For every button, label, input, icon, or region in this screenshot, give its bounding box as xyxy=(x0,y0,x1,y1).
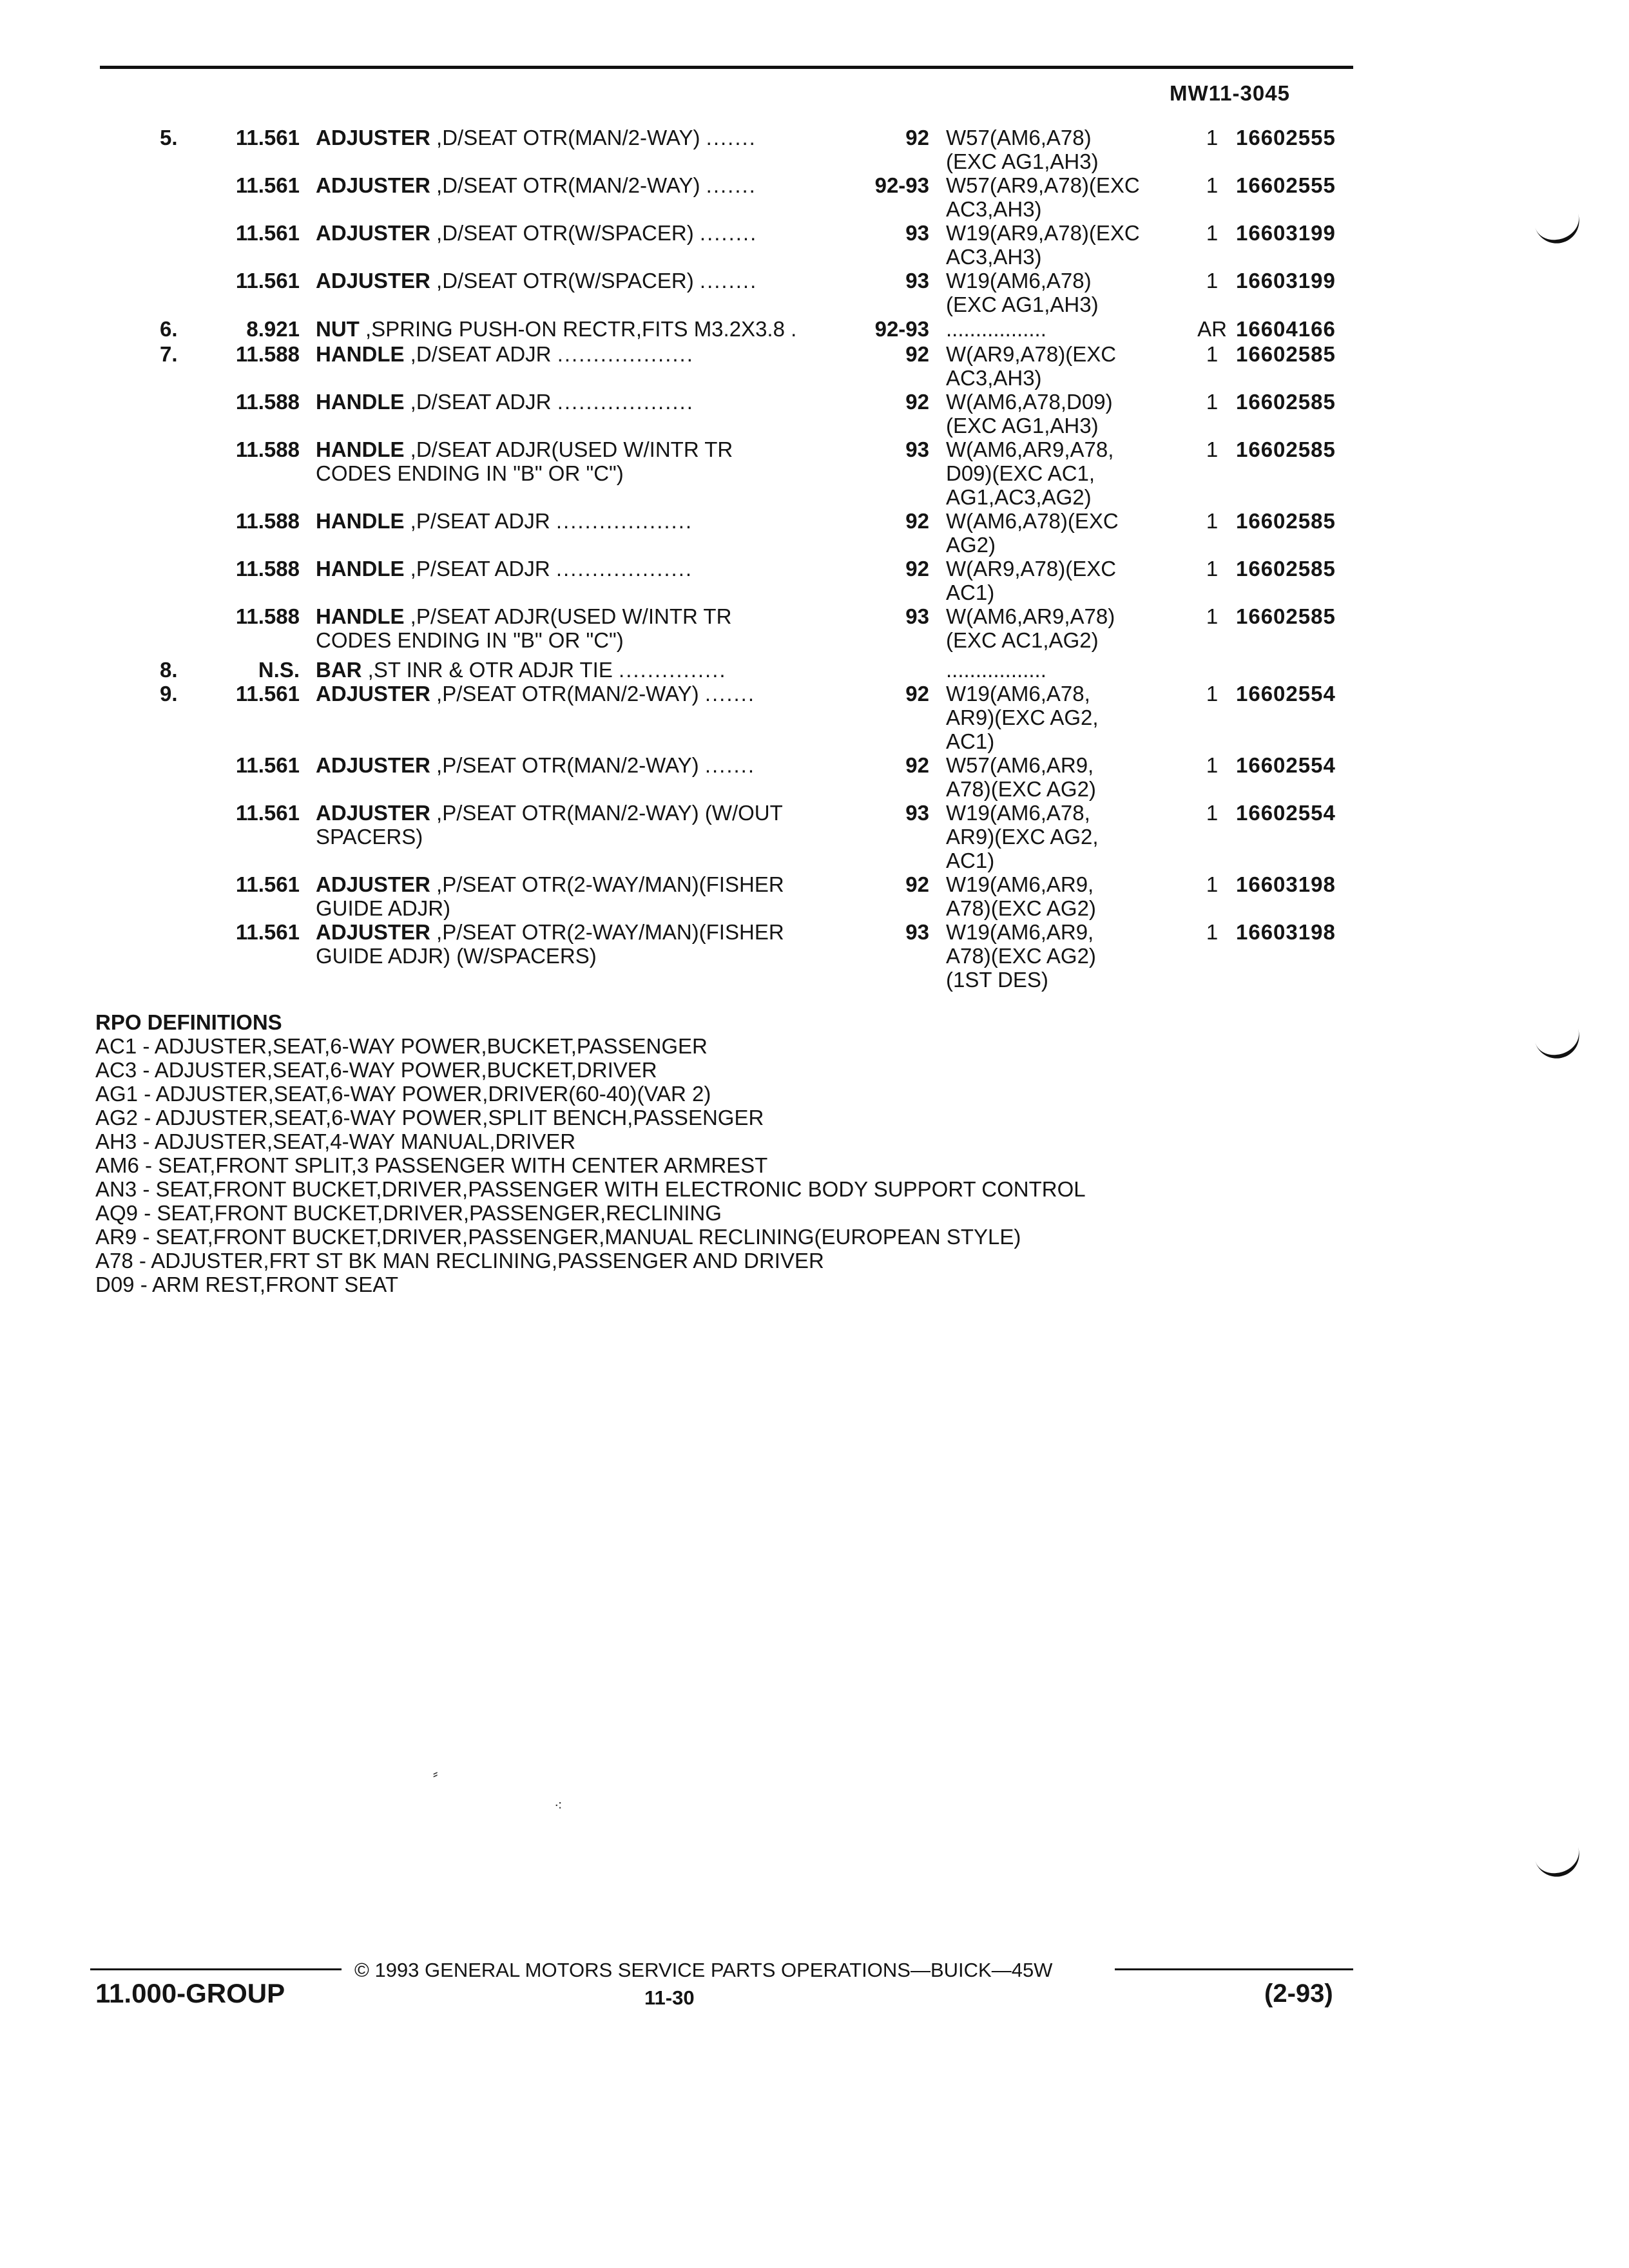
usage-line: W19(AM6,AR9, xyxy=(946,920,1094,944)
leader-dots: . xyxy=(791,317,798,341)
usage-line: W(AM6,A78)(EXC xyxy=(946,509,1119,533)
usage-line: AG2) xyxy=(946,533,996,557)
item-number: 7. xyxy=(160,342,178,366)
usage-line: W(AR9,A78)(EXC xyxy=(946,342,1117,366)
usage-codes xyxy=(946,753,1204,801)
part-detail: ,D/SEAT OTR(MAN/2-WAY) xyxy=(436,126,700,149)
part-number: 16603199 xyxy=(1236,221,1336,245)
print-speck: ⸗ xyxy=(433,1765,438,1782)
model-years: 92-93 xyxy=(874,317,929,341)
part-detail-continued: CODES ENDING IN "B" OR "C") xyxy=(316,628,624,652)
part-name: ADJUSTER xyxy=(316,872,430,896)
item-number: 6. xyxy=(160,317,178,341)
usage-codes xyxy=(946,342,1204,390)
usage-line: ................. xyxy=(946,658,1046,682)
group-number: 11.588 xyxy=(235,604,300,628)
rpo-definition: AM6 - SEAT,FRONT SPLIT,3 PASSENGER WITH CENTER ARMREST xyxy=(95,1153,768,1177)
binder-mark xyxy=(1534,1024,1585,1064)
part-name: ADJUSTER xyxy=(316,221,430,245)
part-detail: ,D/SEAT OTR(W/SPACER) xyxy=(436,221,694,245)
part-number: 16604166 xyxy=(1236,317,1336,341)
part-detail: ,P/SEAT ADJR xyxy=(410,509,550,533)
part-name: HANDLE xyxy=(316,342,405,366)
usage-line: W19(AM6,A78, xyxy=(946,801,1090,825)
quantity: 1 xyxy=(1206,390,1219,414)
usage-line: W19(AM6,A78, xyxy=(946,682,1090,706)
usage-line: D09)(EXC AC1, xyxy=(946,461,1095,485)
binder-mark xyxy=(1534,1843,1585,1883)
quantity: 1 xyxy=(1206,221,1219,245)
leader-dots: ....... xyxy=(704,753,756,777)
group-number: 11.588 xyxy=(235,509,300,533)
group-number: 11.561 xyxy=(235,126,300,149)
usage-codes xyxy=(946,920,1204,992)
part-name: ADJUSTER xyxy=(316,269,430,293)
model-years: 92 xyxy=(905,390,929,414)
usage-line: AR9)(EXC AG2, xyxy=(946,825,1099,849)
part-description xyxy=(316,269,844,293)
part-detail: ,P/SEAT ADJR xyxy=(410,557,550,581)
part-number: 16603198 xyxy=(1236,872,1336,896)
header-rule xyxy=(100,66,1353,69)
part-detail-continued: SPACERS) xyxy=(316,825,423,849)
rpo-definition: AQ9 - SEAT,FRONT BUCKET,DRIVER,PASSENGER,RECLINING xyxy=(95,1201,722,1225)
usage-codes xyxy=(946,390,1204,437)
rpo-definitions xyxy=(95,1010,1086,1296)
usage-codes xyxy=(946,221,1204,269)
usage-codes xyxy=(946,682,1204,753)
usage-codes xyxy=(946,509,1204,557)
group-number: 11.588 xyxy=(235,342,300,366)
quantity: 1 xyxy=(1206,801,1219,825)
quantity: 1 xyxy=(1206,437,1219,461)
usage-line: (EXC AG1,AH3) xyxy=(946,149,1099,173)
usage-line: W(AR9,A78)(EXC xyxy=(946,557,1117,581)
usage-line: A78)(EXC AG2) xyxy=(946,777,1096,801)
part-description xyxy=(316,920,844,968)
part-description xyxy=(316,317,844,341)
rpo-definition: AG1 - ADJUSTER,SEAT,6-WAY POWER,DRIVER(60-40)(VAR 2) xyxy=(95,1082,711,1106)
usage-line: ................. xyxy=(946,317,1046,341)
part-detail: ,ST INR & OTR ADJR TIE xyxy=(367,658,613,682)
part-description xyxy=(316,604,844,652)
document-reference: MW11-3045 xyxy=(1170,81,1290,105)
usage-line: (EXC AG1,AH3) xyxy=(946,414,1099,437)
part-description xyxy=(316,682,844,706)
item-number: 9. xyxy=(160,682,178,706)
part-name: HANDLE xyxy=(316,390,405,414)
part-description xyxy=(316,658,844,682)
model-years: 93 xyxy=(905,437,929,461)
rpo-heading: RPO DEFINITIONS xyxy=(95,1010,282,1034)
quantity: 1 xyxy=(1206,682,1219,706)
group-number: 8.921 xyxy=(246,317,300,341)
part-number: 16602554 xyxy=(1236,753,1336,777)
part-detail: ,P/SEAT OTR(MAN/2-WAY) (W/OUT xyxy=(436,801,783,825)
usage-line: W57(AR9,A78)(EXC xyxy=(946,173,1140,197)
part-detail: ,D/SEAT ADJR(USED W/INTR TR xyxy=(410,437,733,461)
part-description xyxy=(316,753,844,777)
usage-line: (EXC AG1,AH3) xyxy=(946,293,1099,316)
model-years: 93 xyxy=(905,604,929,628)
part-detail: ,P/SEAT OTR(MAN/2-WAY) xyxy=(436,682,699,706)
usage-line: AR9)(EXC AG2, xyxy=(946,706,1099,729)
part-detail: ,P/SEAT ADJR(USED W/INTR TR xyxy=(410,604,732,628)
leader-dots: ....... xyxy=(704,682,756,706)
group-number: 11.561 xyxy=(235,753,300,777)
usage-codes xyxy=(946,557,1204,604)
model-years: 93 xyxy=(905,269,929,293)
part-description xyxy=(316,126,844,149)
part-number: 16602555 xyxy=(1236,173,1336,197)
usage-line: W57(AM6,AR9, xyxy=(946,753,1094,777)
quantity: AR xyxy=(1197,317,1227,341)
part-detail: ,SPRING PUSH-ON RECTR,FITS M3.2X3.8 xyxy=(365,317,785,341)
usage-line: AC1) xyxy=(946,581,995,604)
group-number: 11.561 xyxy=(235,682,300,706)
leader-dots: ........ xyxy=(699,269,758,293)
leader-dots: ....... xyxy=(706,126,757,149)
group-number: 11.561 xyxy=(235,920,300,944)
leader-dots: ................... xyxy=(555,557,693,581)
part-detail-continued: GUIDE ADJR) xyxy=(316,896,451,920)
group-number: 11.588 xyxy=(235,390,300,414)
model-years: 92 xyxy=(905,557,929,581)
quantity: 1 xyxy=(1206,342,1219,366)
part-description xyxy=(316,390,844,414)
rpo-definition: A78 - ADJUSTER,FRT ST BK MAN RECLINING,PASSENGER AND DRIVER xyxy=(95,1249,824,1273)
part-detail: ,P/SEAT OTR(MAN/2-WAY) xyxy=(436,753,699,777)
usage-line: W19(AR9,A78)(EXC xyxy=(946,221,1140,245)
model-years: 92 xyxy=(905,872,929,896)
group-number: 11.561 xyxy=(235,269,300,293)
quantity: 1 xyxy=(1206,269,1219,293)
item-number: 8. xyxy=(160,658,178,682)
model-years: 93 xyxy=(905,801,929,825)
leader-dots: ................... xyxy=(557,390,694,414)
group-number: 11.561 xyxy=(235,801,300,825)
part-number: 16602555 xyxy=(1236,126,1336,149)
part-description xyxy=(316,557,844,581)
usage-line: (1ST DES) xyxy=(946,968,1048,992)
part-name: ADJUSTER xyxy=(316,753,430,777)
usage-line: AC1) xyxy=(946,849,995,872)
model-years: 93 xyxy=(905,221,929,245)
usage-codes xyxy=(946,269,1204,316)
usage-codes xyxy=(946,872,1204,920)
group-number: 11.588 xyxy=(235,557,300,581)
usage-codes xyxy=(946,437,1204,509)
part-name: ADJUSTER xyxy=(316,173,430,197)
model-years: 92 xyxy=(905,753,929,777)
rpo-definition: AR9 - SEAT,FRONT BUCKET,DRIVER,PASSENGER,MANUAL RECLINING(EUROPEAN STYLE) xyxy=(95,1225,1021,1249)
quantity: 1 xyxy=(1206,604,1219,628)
part-name: ADJUSTER xyxy=(316,126,430,149)
group-number: 11.561 xyxy=(235,872,300,896)
model-years: 93 xyxy=(905,920,929,944)
footer-group: 11.000-GROUP xyxy=(95,1978,285,2008)
usage-line: A78)(EXC AG2) xyxy=(946,896,1096,920)
binder-mark xyxy=(1534,209,1585,249)
usage-line: (EXC AC1,AG2) xyxy=(946,628,1099,652)
quantity: 1 xyxy=(1206,872,1219,896)
model-years: 92 xyxy=(905,682,929,706)
part-name: HANDLE xyxy=(316,604,405,628)
rpo-definition: AC1 - ADJUSTER,SEAT,6-WAY POWER,BUCKET,PASSENGER xyxy=(95,1034,708,1058)
quantity: 1 xyxy=(1206,920,1219,944)
rpo-definition: AG2 - ADJUSTER,SEAT,6-WAY POWER,SPLIT BENCH,PASSENGER xyxy=(95,1106,764,1129)
leader-dots: ....... xyxy=(706,173,757,197)
quantity: 1 xyxy=(1206,753,1219,777)
usage-codes xyxy=(946,658,1204,682)
part-number: 16602554 xyxy=(1236,801,1336,825)
model-years: 92 xyxy=(905,342,929,366)
part-detail: ,D/SEAT OTR(MAN/2-WAY) xyxy=(436,173,700,197)
part-detail: ,D/SEAT ADJR xyxy=(410,390,552,414)
quantity: 1 xyxy=(1206,557,1219,581)
usage-codes xyxy=(946,317,1204,341)
part-description xyxy=(316,872,844,920)
usage-line: AC1) xyxy=(946,729,995,753)
leader-dots: ................... xyxy=(555,509,693,533)
part-description xyxy=(316,801,844,849)
rpo-definition: D09 - ARM REST,FRONT SEAT xyxy=(95,1273,399,1296)
part-number: 16602585 xyxy=(1236,557,1336,581)
model-years: 92 xyxy=(905,509,929,533)
part-description xyxy=(316,221,844,245)
part-name: BAR xyxy=(316,658,362,682)
usage-codes xyxy=(946,126,1204,173)
part-description xyxy=(316,342,844,366)
print-speck: ⁖ xyxy=(554,1798,563,1814)
usage-codes xyxy=(946,173,1204,221)
part-name: ADJUSTER xyxy=(316,682,430,706)
quantity: 1 xyxy=(1206,173,1219,197)
usage-line: AC3,AH3) xyxy=(946,245,1042,269)
part-name: HANDLE xyxy=(316,509,405,533)
part-detail-continued: CODES ENDING IN "B" OR "C") xyxy=(316,461,624,485)
part-description xyxy=(316,437,844,485)
part-name: NUT xyxy=(316,317,360,341)
model-years: 92 xyxy=(905,126,929,149)
part-number: 16603199 xyxy=(1236,269,1336,293)
footer-page-number: 11-30 xyxy=(644,1986,695,2009)
part-name: HANDLE xyxy=(316,557,405,581)
part-number: 16602554 xyxy=(1236,682,1336,706)
item-number: 5. xyxy=(160,126,178,149)
part-number: 16602585 xyxy=(1236,604,1336,628)
usage-line: AC3,AH3) xyxy=(946,197,1042,221)
usage-line: W19(AM6,AR9, xyxy=(946,872,1094,896)
usage-line: AC3,AH3) xyxy=(946,366,1042,390)
part-name: ADJUSTER xyxy=(316,920,430,944)
part-number: 16603198 xyxy=(1236,920,1336,944)
part-name: HANDLE xyxy=(316,437,405,461)
part-number: 16602585 xyxy=(1236,509,1336,533)
part-detail: ,P/SEAT OTR(2-WAY/MAN)(FISHER xyxy=(436,872,784,896)
usage-line: AG1,AC3,AG2) xyxy=(946,485,1092,509)
usage-line: W(AM6,AR9,A78) xyxy=(946,604,1115,628)
part-number: 16602585 xyxy=(1236,342,1336,366)
usage-line: W(AM6,A78,D09) xyxy=(946,390,1113,414)
usage-line: W57(AM6,A78) xyxy=(946,126,1092,149)
quantity: 1 xyxy=(1206,126,1219,149)
part-detail: ,D/SEAT ADJR xyxy=(410,342,552,366)
usage-line: W19(AM6,A78) xyxy=(946,269,1092,293)
part-description xyxy=(316,173,844,197)
quantity: 1 xyxy=(1206,509,1219,533)
rpo-definition: AC3 - ADJUSTER,SEAT,6-WAY POWER,BUCKET,DRIVER xyxy=(95,1058,657,1082)
group-number: 11.561 xyxy=(235,173,300,197)
usage-codes xyxy=(946,604,1204,652)
usage-line: W(AM6,AR9,A78, xyxy=(946,437,1114,461)
model-years: 92-93 xyxy=(874,173,929,197)
footer-rule-right xyxy=(1115,1968,1353,1970)
group-number: 11.588 xyxy=(235,437,300,461)
footer-copyright: © 1993 GENERAL MOTORS SERVICE PARTS OPERATIONS—BUICK—45W xyxy=(354,1959,1053,1981)
rpo-definition-list xyxy=(95,1034,1086,1296)
part-detail-continued: GUIDE ADJR) (W/SPACERS) xyxy=(316,944,597,968)
rpo-definition: AH3 - ADJUSTER,SEAT,4-WAY MANUAL,DRIVER xyxy=(95,1129,576,1153)
group-number: 11.561 xyxy=(235,221,300,245)
usage-line: A78)(EXC AG2) xyxy=(946,944,1096,968)
part-detail: ,D/SEAT OTR(W/SPACER) xyxy=(436,269,694,293)
group-number: N.S. xyxy=(258,658,300,682)
part-number: 16602585 xyxy=(1236,437,1336,461)
leader-dots: ................... xyxy=(557,342,694,366)
part-name: ADJUSTER xyxy=(316,801,430,825)
footer-rule-left xyxy=(90,1968,342,1970)
leader-dots: ............... xyxy=(619,658,727,682)
part-detail: ,P/SEAT OTR(2-WAY/MAN)(FISHER xyxy=(436,920,784,944)
part-description xyxy=(316,509,844,533)
rpo-definition: AN3 - SEAT,FRONT BUCKET,DRIVER,PASSENGER WITH ELECTRONIC BODY SUPPORT CONTROL xyxy=(95,1177,1086,1201)
leader-dots: ........ xyxy=(699,221,758,245)
footer-date: (2-93) xyxy=(1264,1979,1333,2008)
usage-codes xyxy=(946,801,1204,872)
part-number: 16602585 xyxy=(1236,390,1336,414)
